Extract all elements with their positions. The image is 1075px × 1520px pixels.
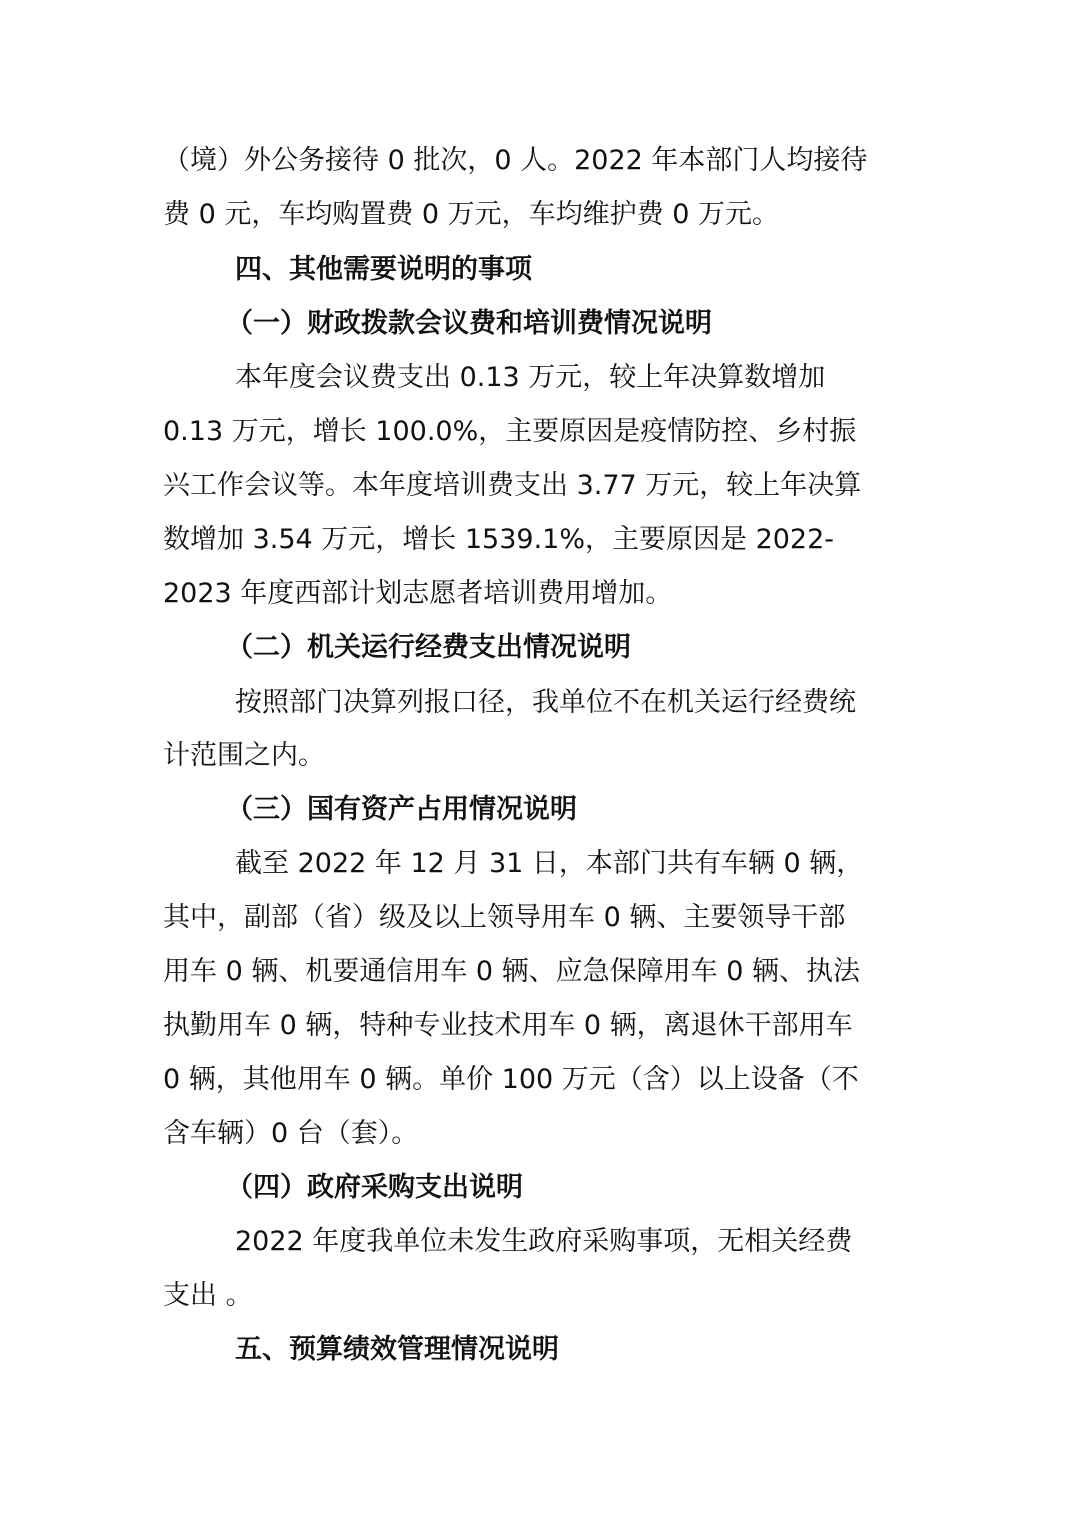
- text-line: 2023 年度西部计划志愿者培训费用增加。: [163, 578, 673, 609]
- text-line: 截至 2022 年 12 月 31 日，本部门共有车辆 0 辆，: [235, 848, 864, 879]
- text-line: 2022 年度我单位未发生政府采购事项，无相关经费: [235, 1226, 853, 1257]
- text-line: 含车辆）0 台（套）。: [163, 1118, 419, 1149]
- text-line: 0 辆，其他用车 0 辆。单价 100 万元（含）以上设备（不: [163, 1064, 859, 1095]
- subsection-heading: （三）国有资产占用情况说明: [226, 794, 577, 825]
- section-heading: 四、其他需要说明的事项: [235, 254, 532, 285]
- text-line: 数增加 3.54 万元，增长 1539.1%，主要原因是 2022-: [163, 524, 835, 555]
- text-line: 费 0 元，车均购置费 0 万元，车均维护费 0 万元。: [163, 199, 780, 230]
- subsection-heading: （四）政府采购支出说明: [226, 1172, 523, 1203]
- text-line: 用车 0 辆、机要通信用车 0 辆、应急保障用车 0 辆、执法: [163, 956, 861, 987]
- section-heading: 五、预算绩效管理情况说明: [235, 1334, 559, 1365]
- subsection-heading: （二）机关运行经费支出情况说明: [226, 632, 631, 663]
- text-line: 其中，副部（省）级及以上领导用车 0 辆、主要领导干部: [163, 902, 846, 933]
- text-line: 本年度会议费支出 0.13 万元，较上年决算数增加: [235, 362, 826, 393]
- text-line: 按照部门决算列报口径，我单位不在机关运行经费统: [235, 687, 856, 718]
- text-line: （境）外公务接待 0 批次，0 人。2022 年本部门人均接待: [163, 145, 868, 176]
- text-line: 计范围之内。: [163, 740, 325, 771]
- text-line: 兴工作会议等。本年度培训费支出 3.77 万元，较上年决算: [163, 470, 862, 501]
- subsection-heading: （一）财政拨款会议费和培训费情况说明: [226, 308, 712, 339]
- text-line: 支出 。: [163, 1280, 253, 1311]
- text-line: 执勤用车 0 辆，特种专业技术用车 0 辆，离退休干部用车: [163, 1010, 853, 1041]
- text-line: 0.13 万元，增长 100.0%，主要原因是疫情防控、乡村振: [163, 416, 857, 447]
